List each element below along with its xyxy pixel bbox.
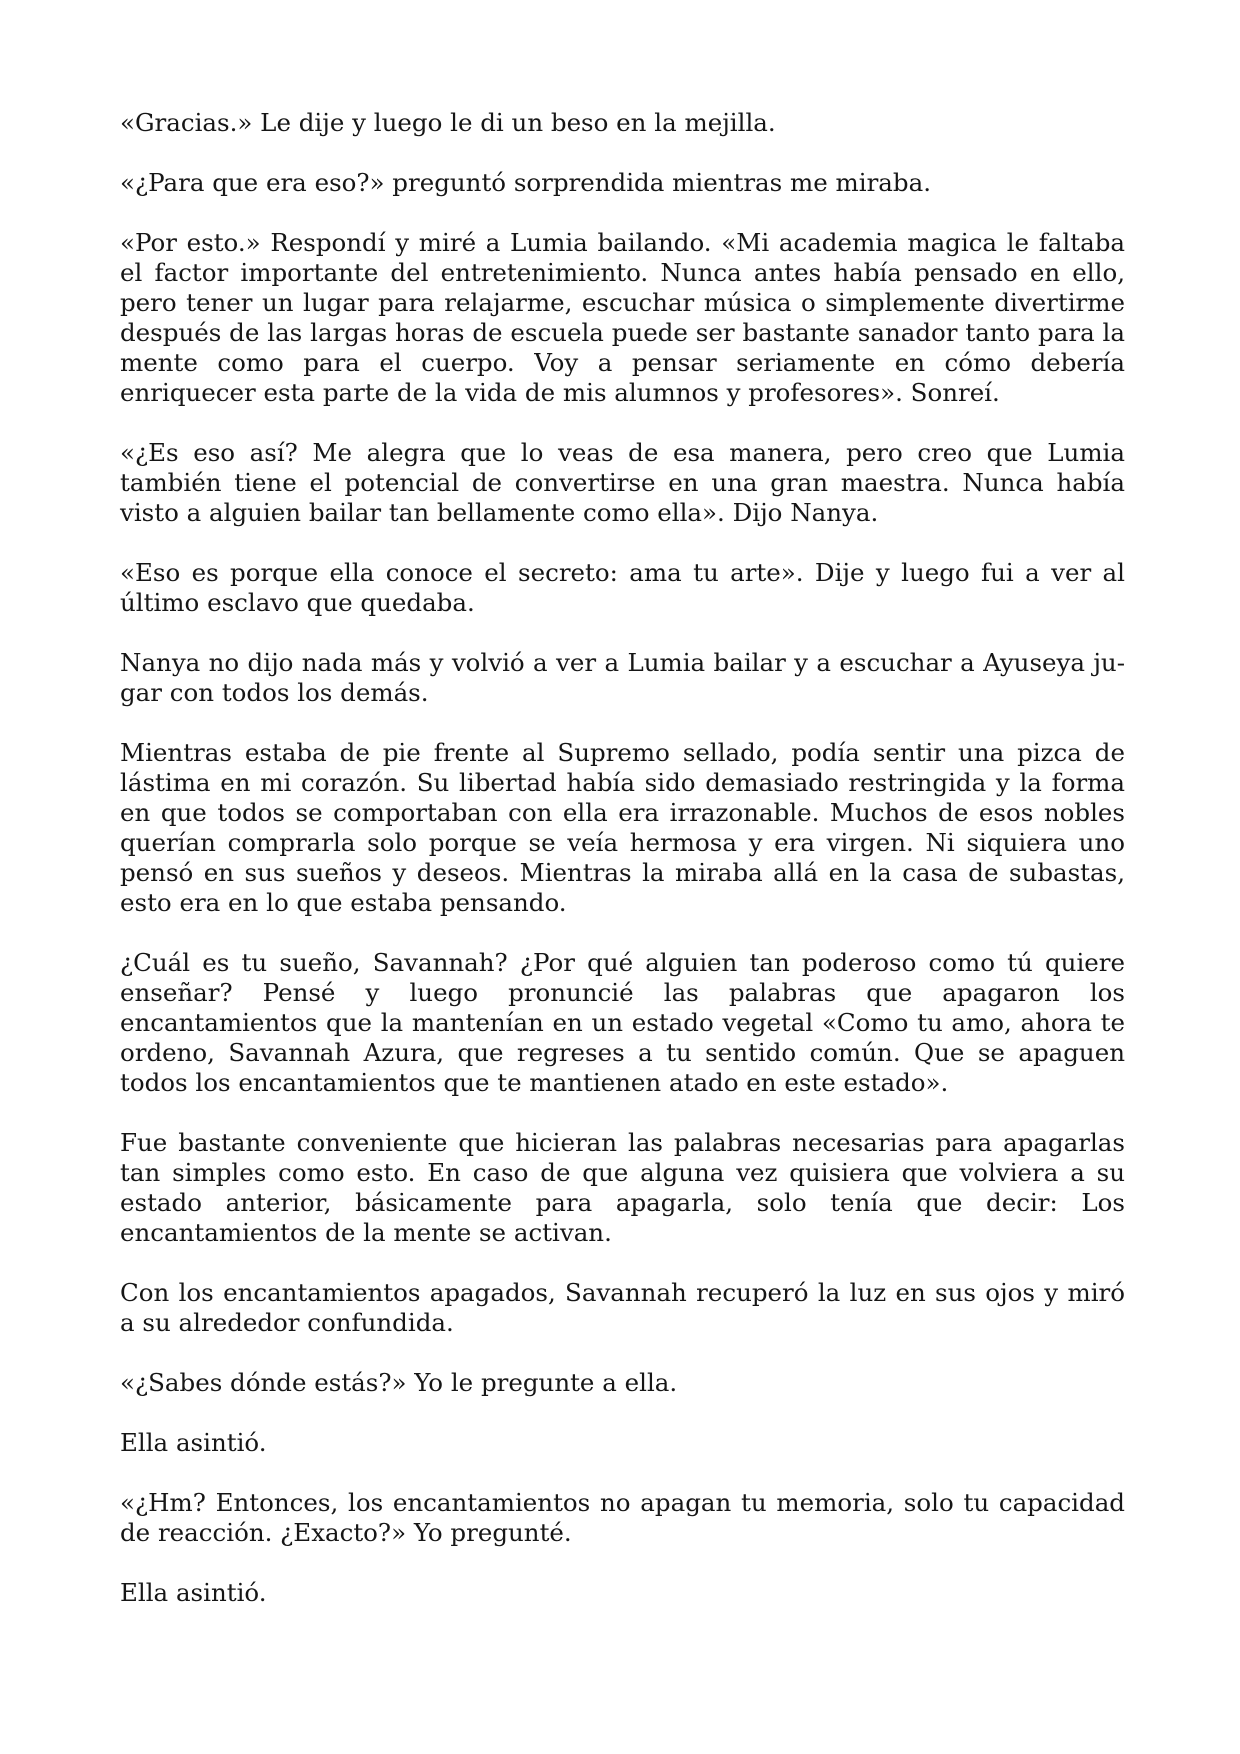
document-page [120, 108, 1125, 1638]
paragraph: «Gracias.» Le dije y luego le di un beso en la mejilla. [120, 108, 776, 137]
paragraph: Mientras estaba de pie frente al Supremo sellado, podía sentir una pizca de lástima en mi corazón. Su libertad había sido demasiado restringida y la forma en que todos se comportaban con ella era irrazonable. Muchos de esos nobles querían comprarla solo porque se veía hermosa y era virgen. Ni siquiera uno pensó en sus sueños y deseos. Mientras la miraba allá en la casa de subastas, esto era en lo que estaba pensando. [120, 738, 1125, 917]
paragraph: Nanya no dijo nada más y volvió a ver a Lumia bailar y a escuchar a Ayuseya jugar con todos los demás. [120, 648, 1125, 707]
paragraph: Ella asintió. [120, 1428, 267, 1457]
paragraph: «Eso es porque ella conoce el secreto: ama tu arte». Dije y luego fui a ver al último esclavo que quedaba. [120, 558, 1125, 617]
paragraph: «¿Es eso así? Me alegra que lo veas de esa manera, pero creo que Lumia también tiene el potencial de convertirse en una gran maestra. Nunca había visto a alguien bailar tan bellamente como ella». Dijo Nanya. [120, 438, 1125, 527]
paragraph: ¿Cuál es tu sueño, Savannah? ¿Por qué alguien tan poderoso como tú quiere enseñar? Pensé y luego pronuncié las palabras que apagaron los encantamientos que la mantenían en un estado vegetal «Como tu amo, ahora te ordeno, Savannah Azura, que regreses a tu sentido común. Que se apaguen todos los encantamientos que te mantienen atado en este estado». [120, 948, 1125, 1097]
paragraph: «¿Sabes dónde estás?» Yo le pregunte a ella. [120, 1368, 678, 1397]
paragraph: Con los encantamientos apagados, Savannah recuperó la luz en sus ojos y miró a su alrededor confundida. [120, 1278, 1125, 1337]
paragraph: «Por esto.» Respondí y miré a Lumia bailando. «Mi academia magica le faltaba el factor importante del entretenimiento. Nunca antes había pensado en ello, pero tener un lugar para relajarme, escuchar música o simplemente divertirme después de las largas horas de escuela puede ser bastante sanador tanto para la mente como para el cuerpo. Voy a pensar seriamente en cómo debería enriquecer esta parte de la vida de mis alumnos y profesores». Sonreí. [120, 228, 1125, 407]
paragraph: Fue bastante conveniente que hicieran las palabras necesarias para apagarlas tan simples como esto. En caso de que alguna vez quisiera que volviera a su estado anterior, básicamente para apagarla, solo tenía que decir: Los encantamientos de la mente se activan. [120, 1128, 1125, 1247]
paragraph: Ella asintió. [120, 1578, 267, 1607]
paragraph: «¿Hm? Entonces, los encantamientos no apagan tu memoria, solo tu capacidad de reacción. ¿Exacto?» Yo pregunté. [120, 1488, 1125, 1547]
paragraph: «¿Para que era eso?» preguntó sorprendida mientras me miraba. [120, 168, 931, 197]
